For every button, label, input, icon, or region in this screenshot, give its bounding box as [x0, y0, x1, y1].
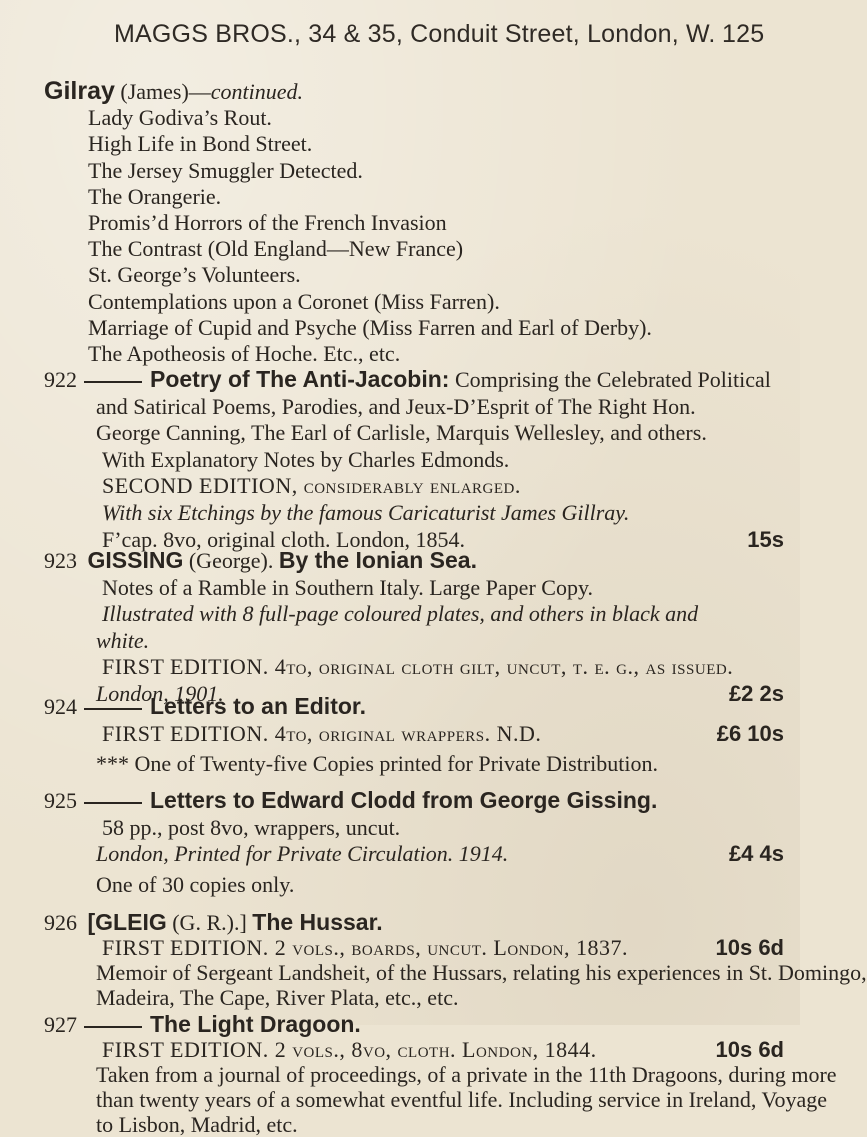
ditto-dash [84, 802, 142, 804]
entry-number: 924 [44, 694, 77, 719]
entry-edition: FIRST EDITION. 2 vols., boards, uncut. London, 1837. [102, 935, 628, 960]
entry-title: Letters to Edward Clodd from George Gissing. [150, 787, 658, 813]
list-item: The Jersey Smuggler Detected. [88, 157, 363, 183]
entry-title: The Hussar. [252, 909, 383, 935]
entry-author: GISSING [87, 547, 184, 573]
continued-entry [44, 78, 784, 367]
header-title: MAGGS BROS., 34 & 35, Conduit Street, London, W. [114, 20, 716, 48]
entry-edition-line [44, 721, 784, 748]
entry-imprint: F’cap. 8vo, original cloth. London, 1854. [102, 526, 465, 552]
ditto-dash [84, 381, 142, 383]
entry-author: [GLEIG [87, 909, 167, 935]
catalogue-entry-925 [44, 787, 784, 898]
entry-imprint: London, Printed for Private Circulation. 1914. [96, 841, 509, 867]
list-item: The Orangerie. [88, 183, 222, 209]
entry-note: *** One of Twenty-five Copies printed for Private Distribution. [96, 751, 659, 777]
entry-imprint-line [44, 841, 784, 868]
entry-number: 923 [44, 548, 77, 573]
entry-price: £4 4s [728, 841, 784, 867]
entry-line: Notes of a Ramble in Southern Italy. Large Paper Copy. [102, 574, 594, 600]
entry-line: and Satirical Poems, Parodies, and Jeux-D’Esprit of The Right Hon. [96, 393, 696, 419]
entry-line: With Explanatory Notes by Charles Edmonds. [102, 446, 510, 472]
running-header [0, 20, 800, 54]
catalogue-entry-924 [44, 693, 784, 778]
entry-edition-line [44, 1037, 784, 1062]
entry-heading-line [44, 547, 784, 575]
entry-price: 10s 6d [715, 935, 784, 960]
continued-author-suffix: (James)— [114, 79, 211, 104]
entry-title: Letters to an Editor. [150, 693, 366, 719]
entry-price: £6 10s [716, 720, 784, 746]
list-item: High Life in Bond Street. [88, 131, 313, 157]
entry-note: Memoir of Sergeant Landsheit, of the Hussars, relating his experiences in St. Domingo, [96, 960, 867, 985]
catalogue-entry-927 [44, 1011, 837, 1137]
catalogue-entry-926 [44, 909, 867, 1010]
continued-author: Gilray [44, 77, 115, 105]
entry-title: Poetry of The Anti-Jacobin: [150, 366, 450, 392]
entry-edition: FIRST EDITION. 4to, original cloth gilt, uncut, t. e. g., as issued. [102, 654, 734, 680]
entry-note: Taken from a journal of proceedings, of a private in the 11th Dragoons, during more [96, 1062, 837, 1087]
continued-note: continued. [210, 79, 304, 104]
entry-note: One of 30 copies only. [96, 871, 295, 897]
entry-number: 925 [44, 788, 77, 813]
list-item: Promis’d Horrors of the French Invasion [88, 210, 447, 236]
entry-author-rest: (G. R.).] [166, 910, 253, 935]
entry-title-rest: Comprising the Celebrated Political [449, 367, 771, 392]
entry-heading-line [44, 693, 784, 721]
entry-imprint: London, 1901. [96, 680, 224, 706]
entry-note: to Lisbon, Madrid, etc. [96, 1112, 298, 1137]
entry-edition: FIRST EDITION. 4to, original wrappers. N.D. [102, 720, 542, 746]
ditto-dash [84, 1026, 142, 1028]
ditto-dash [84, 708, 142, 710]
entry-note: Madeira, The Cape, River Plata, etc., etc. [96, 985, 459, 1010]
entry-line: Illustrated with 8 full-page coloured plates, and others in black and [102, 601, 699, 627]
entry-line: white. [96, 627, 150, 653]
list-item: Marriage of Cupid and Psyche (Miss Farren and Earl of Derby). [88, 314, 652, 340]
entry-heading-line [44, 1012, 784, 1037]
entry-number: 927 [44, 1012, 77, 1037]
entry-edition: FIRST EDITION. 2 vols., 8vo, cloth. London, 1844. [102, 1037, 597, 1062]
entry-line: George Canning, The Earl of Carlisle, Marquis Wellesley, and others. [96, 420, 707, 446]
list-item: The Apotheosis of Hoche. Etc., etc. [88, 341, 401, 367]
entry-note: than twenty years of a somewhat eventful life. Including service in Ireland, Voyage [96, 1087, 828, 1112]
entry-line: 58 pp., post 8vo, wrappers, uncut. [102, 814, 401, 840]
entry-heading-line [44, 787, 784, 815]
list-item: The Contrast (Old England—New France) [88, 236, 464, 262]
entry-title: The Light Dragoon. [150, 1011, 361, 1037]
entry-price: 15s [747, 526, 784, 552]
entry-author-rest: (George). [183, 548, 279, 573]
entry-edition: SECOND EDITION, considerably enlarged. [102, 473, 521, 499]
entry-number: 922 [44, 367, 77, 392]
entry-price: 10s 6d [715, 1037, 784, 1062]
page-number: 125 [722, 20, 765, 48]
list-item: Contemplations upon a Coronet (Miss Farren). [88, 288, 500, 314]
continued-heading [44, 78, 784, 105]
entry-title: By the Ionian Sea. [278, 547, 477, 573]
entry-heading-line [44, 910, 784, 935]
entry-price: £2 2s [728, 680, 784, 706]
list-item: Lady Godiva’s Rout. [88, 105, 272, 131]
list-item: St. George’s Volunteers. [88, 262, 301, 288]
entry-edition-line [44, 935, 784, 960]
entry-line: With six Etchings by the famous Caricaturist James Gillray. [102, 499, 630, 525]
catalogue-entry-922 [44, 366, 784, 553]
entry-number: 926 [44, 910, 77, 935]
entry-heading-line [44, 366, 784, 394]
catalogue-entry-923 [44, 547, 784, 708]
